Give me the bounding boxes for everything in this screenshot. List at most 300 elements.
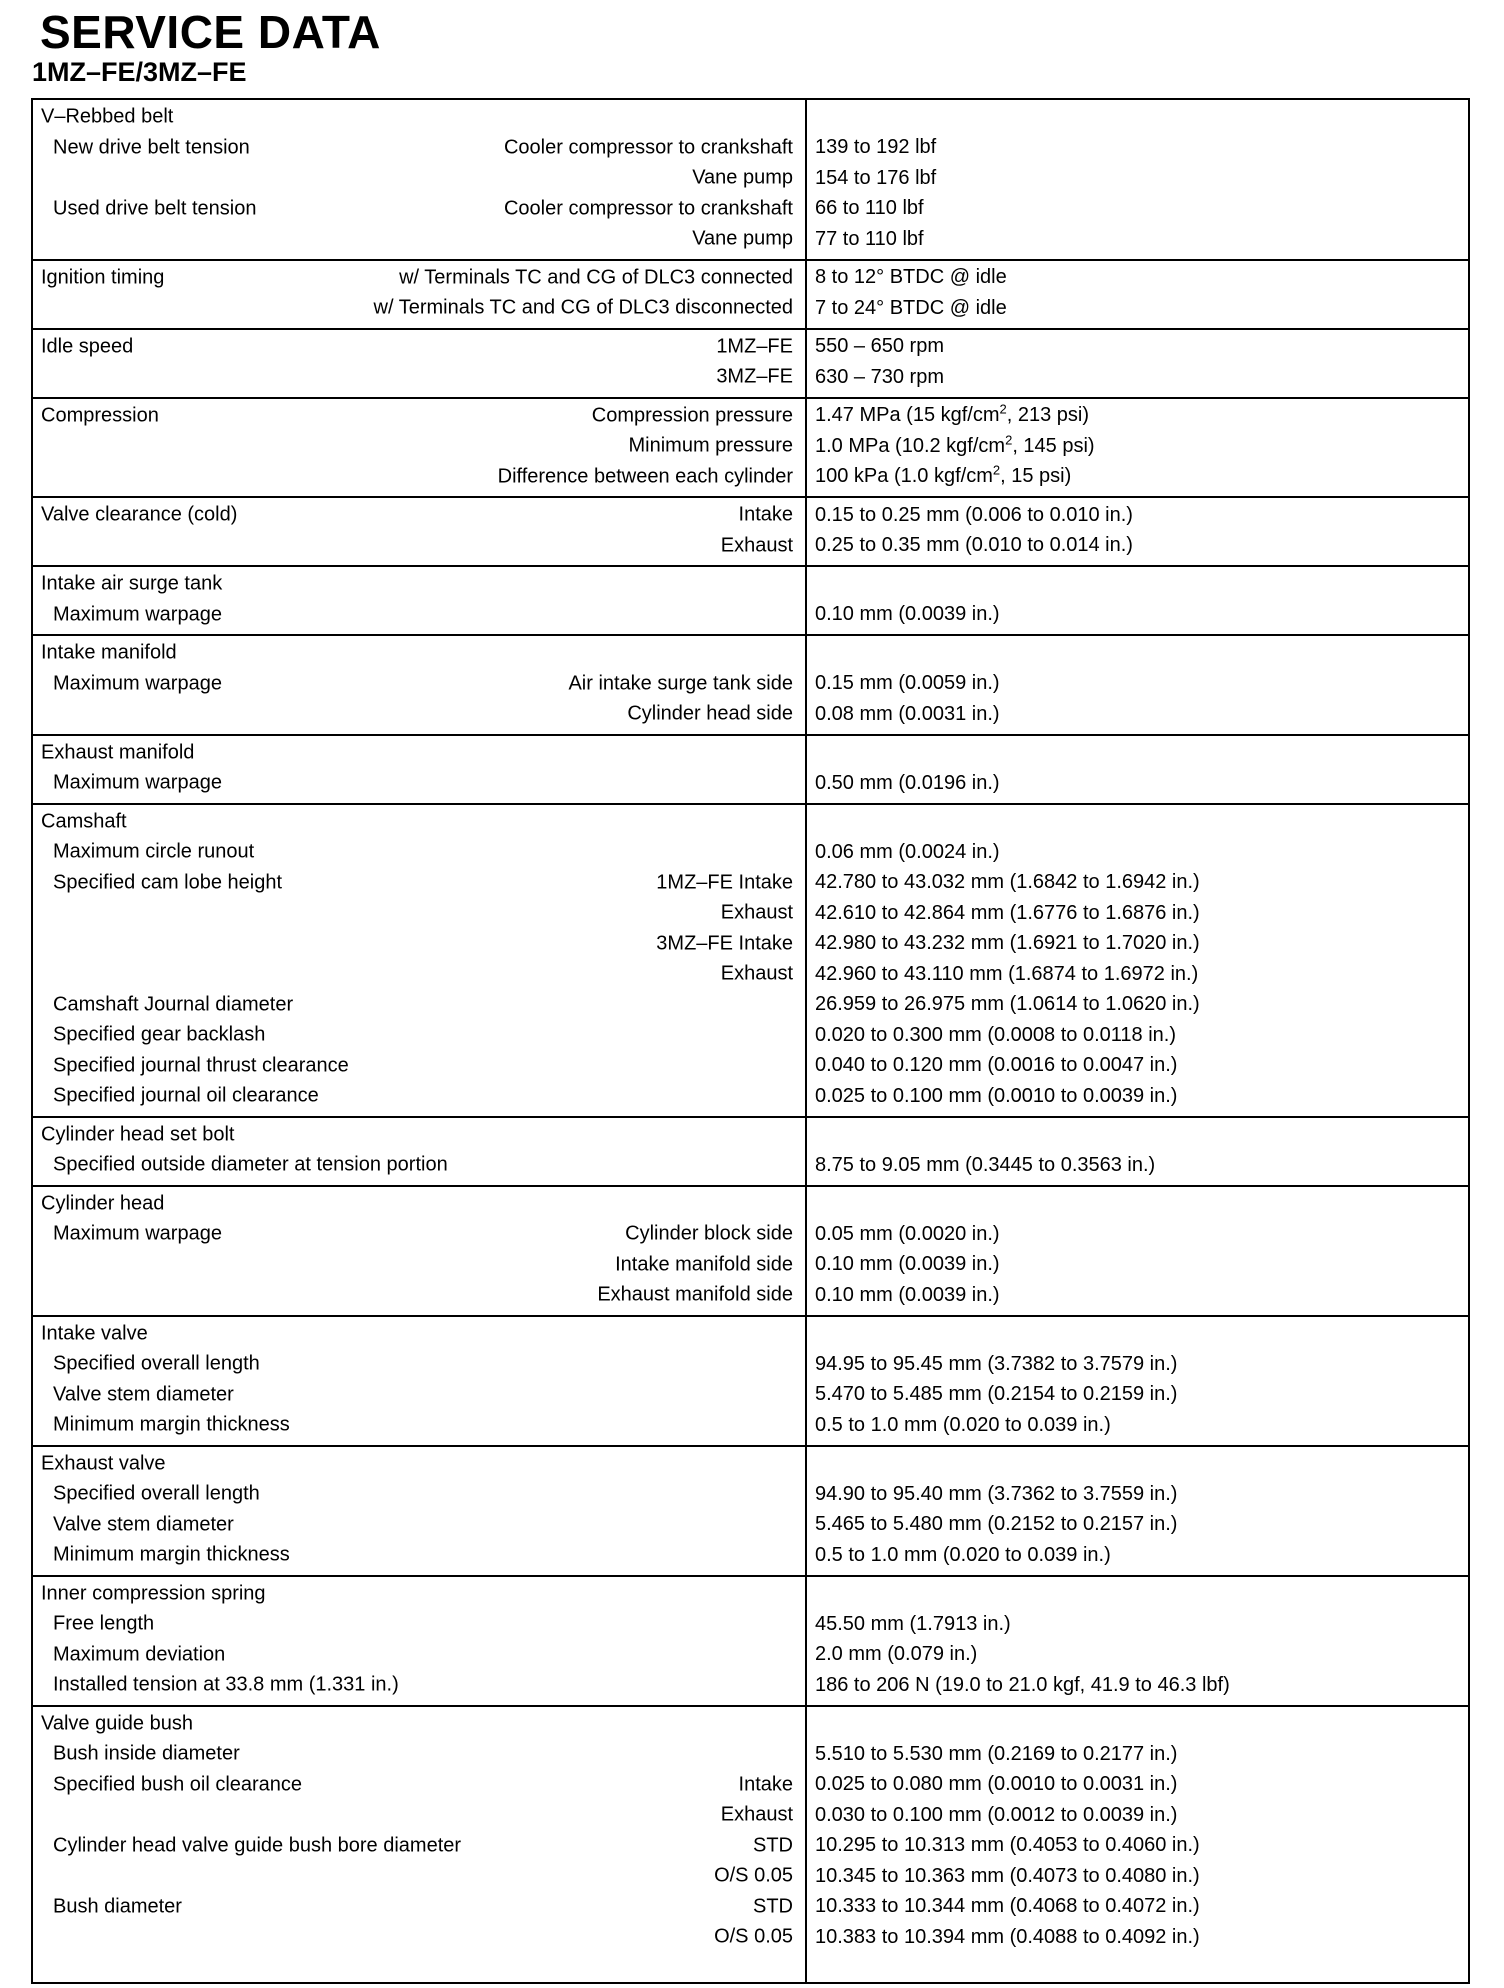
spec-condition: 3MZ–FE Intake — [656, 932, 793, 955]
spec-item-cell — [33, 1892, 805, 1923]
column-divider — [805, 100, 807, 1982]
spec-item-cell — [33, 1349, 805, 1380]
spec-item-cell — [33, 738, 805, 769]
table-row — [33, 1709, 1468, 1740]
spec-value — [805, 703, 1468, 726]
table-row — [33, 102, 1468, 133]
spec-condition: STD — [753, 1895, 793, 1918]
spec-group-label: Exhaust manifold — [41, 741, 195, 764]
table-row — [33, 1479, 1468, 1510]
spec-value-text: 5.465 to 5.480 mm (0.2152 to 0.2157 in.) — [815, 1513, 1178, 1536]
spec-item-cell — [33, 1150, 805, 1181]
spec-value — [805, 1544, 1468, 1567]
spec-condition: O/S 0.05 — [714, 1864, 793, 1887]
spec-value-text: 45.50 mm (1.7913 in.) — [815, 1612, 1011, 1635]
spec-item-cell — [33, 163, 805, 194]
spec-item-cell — [33, 362, 805, 393]
spec-item-cell — [33, 1479, 805, 1510]
spec-sub-label: Specified outside diameter at tension portion — [53, 1153, 448, 1176]
table-row — [33, 362, 1468, 393]
table-row — [33, 500, 1468, 531]
spec-group-label: Cylinder head — [41, 1192, 165, 1215]
spec-condition: Cooler compressor to crankshaft — [503, 136, 793, 159]
spec-condition: Intake — [738, 1773, 793, 1796]
spec-value — [805, 1513, 1468, 1536]
spec-item-cell — [33, 401, 805, 432]
spec-group-label: Valve clearance (cold) — [41, 503, 238, 526]
spec-condition: Difference between each cylinder — [497, 465, 793, 488]
spec-value — [805, 297, 1468, 320]
table-row — [33, 263, 1468, 294]
table-row — [33, 1349, 1468, 1380]
spec-value — [805, 1773, 1468, 1796]
spec-item-cell — [33, 1510, 805, 1541]
page-title: SERVICE DATA — [40, 6, 381, 58]
spec-item-cell — [33, 1540, 805, 1571]
table-row — [33, 699, 1468, 730]
spec-item-cell — [33, 669, 805, 700]
spec-condition: Exhaust — [720, 534, 793, 557]
spec-item-cell — [33, 768, 805, 799]
spec-sub-label: Specified journal thrust clearance — [53, 1054, 349, 1077]
spec-value-text: 154 to 176 lbf — [815, 166, 937, 189]
spec-value-text: 10.345 to 10.363 mm (0.4073 to 0.4080 in.) — [815, 1864, 1200, 1887]
spec-item-cell — [33, 1280, 805, 1311]
spec-group-label: Ignition timing — [41, 266, 165, 289]
spec-sub-label: Maximum warpage — [53, 672, 222, 695]
spec-condition: Exhaust manifold side — [597, 1283, 793, 1306]
superscript: 2 — [999, 401, 1007, 417]
spec-sub-label: Specified cam lobe height — [53, 871, 283, 894]
spec-value — [805, 432, 1468, 458]
spec-condition: Intake manifold side — [615, 1253, 793, 1276]
spec-group-label: Compression — [41, 404, 159, 427]
spec-value — [805, 366, 1468, 389]
spec-group-label: Cylinder head set bolt — [41, 1123, 235, 1146]
spec-value-text: 1.47 MPa (15 kgf/cm — [815, 404, 1000, 427]
spec-value-text: 2.0 mm (0.079 in.) — [815, 1643, 978, 1666]
spec-section — [33, 803, 1468, 1116]
spec-sub-label: Installed tension at 33.8 mm (1.331 in.) — [53, 1673, 399, 1696]
spec-value-text: 0.025 to 0.100 mm (0.0010 to 0.0039 in.) — [815, 1084, 1178, 1107]
table-row — [33, 1219, 1468, 1250]
table-row — [33, 163, 1468, 194]
spec-value-text: 630 – 730 rpm — [815, 365, 944, 388]
spec-value-text: 0.020 to 0.300 mm (0.0008 to 0.0118 in.) — [815, 1023, 1176, 1046]
spec-condition: Exhaust — [720, 901, 793, 924]
spec-section — [33, 259, 1468, 328]
spec-item-cell — [33, 807, 805, 838]
table-row — [33, 638, 1468, 669]
table-row — [33, 1540, 1468, 1571]
spec-item-cell — [33, 263, 805, 294]
spec-value — [805, 993, 1468, 1016]
spec-item-cell — [33, 1670, 805, 1701]
spec-value — [805, 136, 1468, 159]
spec-value-text: 0.15 mm (0.0059 in.) — [815, 672, 1000, 695]
table-row — [33, 959, 1468, 990]
table-row — [33, 929, 1468, 960]
table-row — [33, 1892, 1468, 1923]
spec-value-text: 0.10 mm (0.0039 in.) — [815, 603, 1000, 626]
table-row — [33, 1922, 1468, 1953]
table-row — [33, 1670, 1468, 1701]
table-row — [33, 224, 1468, 255]
spec-item-cell — [33, 569, 805, 600]
spec-value-text: 100 kPa (1.0 kgf/cm — [815, 465, 993, 488]
spec-item-cell — [33, 990, 805, 1021]
spec-value — [805, 672, 1468, 695]
table-row — [33, 738, 1468, 769]
spec-condition: Vane pump — [692, 227, 793, 250]
spec-value — [805, 1024, 1468, 1047]
spec-group-label: Intake valve — [41, 1322, 148, 1345]
table-row — [33, 401, 1468, 432]
spec-item-cell — [33, 1770, 805, 1801]
spec-value-text: 0.5 to 1.0 mm (0.020 to 0.039 in.) — [815, 1413, 1111, 1436]
spec-condition: Cylinder head side — [627, 702, 793, 725]
spec-value — [805, 1154, 1468, 1177]
spec-condition: Cylinder block side — [625, 1222, 793, 1245]
spec-item-cell — [33, 431, 805, 462]
spec-item-cell — [33, 1800, 805, 1831]
spec-value-text: 42.780 to 43.032 mm (1.6842 to 1.6942 in.) — [815, 871, 1200, 894]
table-row — [33, 1319, 1468, 1350]
spec-value — [805, 1414, 1468, 1437]
spec-value — [805, 401, 1468, 427]
spec-value-text: 0.25 to 0.35 mm (0.010 to 0.014 in.) — [815, 534, 1133, 557]
spec-value-text: 139 to 192 lbf — [815, 136, 937, 159]
table-row — [33, 531, 1468, 562]
spec-value-suffix: , 15 psi) — [1000, 465, 1072, 488]
spec-value — [805, 1895, 1468, 1918]
spec-value — [805, 197, 1468, 220]
spec-value-text: 0.040 to 0.120 mm (0.0016 to 0.0047 in.) — [815, 1054, 1178, 1077]
spec-item-cell — [33, 102, 805, 133]
spec-item-cell — [33, 1081, 805, 1112]
table-row — [33, 1380, 1468, 1411]
spec-value-text: 10.383 to 10.394 mm (0.4088 to 0.4092 in.) — [815, 1925, 1200, 1948]
spec-value — [805, 1284, 1468, 1307]
spec-item-cell — [33, 1922, 805, 1953]
spec-group-label: Idle speed — [41, 335, 134, 358]
spec-value-suffix: , 145 psi) — [1012, 434, 1095, 457]
spec-group-label: Inner compression spring — [41, 1582, 266, 1605]
table-row — [33, 1120, 1468, 1151]
spec-condition: O/S 0.05 — [714, 1925, 793, 1948]
spec-value — [805, 1743, 1468, 1766]
spec-group-label: Intake air surge tank — [41, 572, 223, 595]
spec-sub-label: Specified journal oil clearance — [53, 1084, 319, 1107]
spec-section — [33, 1575, 1468, 1705]
spec-section — [33, 1315, 1468, 1445]
spec-value — [805, 1926, 1468, 1949]
spec-item-cell — [33, 1250, 805, 1281]
spec-value — [805, 1483, 1468, 1506]
spec-sub-label: Specified overall length — [53, 1352, 260, 1375]
spec-item-cell — [33, 1831, 805, 1862]
spec-condition: Cooler compressor to crankshaft — [503, 197, 793, 220]
table-row — [33, 1250, 1468, 1281]
spec-value-text: 0.05 mm (0.0020 in.) — [815, 1222, 1000, 1245]
spec-value — [805, 1085, 1468, 1108]
spec-sub-label: Minimum margin thickness — [53, 1543, 290, 1566]
spec-sub-label: New drive belt tension — [53, 136, 250, 159]
table-row — [33, 837, 1468, 868]
spec-section — [33, 100, 1468, 259]
spec-item-cell — [33, 1319, 805, 1350]
spec-value — [805, 504, 1468, 527]
spec-section — [33, 565, 1468, 634]
service-data-table — [31, 98, 1470, 1984]
spec-group-label: Camshaft — [41, 810, 127, 833]
spec-value — [805, 1054, 1468, 1077]
spec-condition: 3MZ–FE — [716, 365, 793, 388]
spec-condition: Air intake surge tank side — [568, 672, 793, 695]
spec-value-text: 5.470 to 5.485 mm (0.2154 to 0.2159 in.) — [815, 1383, 1178, 1406]
table-row — [33, 1410, 1468, 1441]
spec-sub-label: Cylinder head valve guide bush bore diameter — [53, 1834, 462, 1857]
spec-item-cell — [33, 194, 805, 225]
table-row — [33, 1280, 1468, 1311]
spec-section — [33, 1116, 1468, 1185]
spec-group-label: Intake manifold — [41, 641, 177, 664]
spec-sub-label: Valve stem diameter — [53, 1383, 234, 1406]
spec-value — [805, 1834, 1468, 1857]
spec-value-text: 0.10 mm (0.0039 in.) — [815, 1253, 1000, 1276]
table-row — [33, 868, 1468, 899]
spec-value-suffix: , 213 psi) — [1006, 404, 1090, 427]
spec-item-cell — [33, 1189, 805, 1220]
spec-value — [805, 1253, 1468, 1276]
spec-item-cell — [33, 638, 805, 669]
spec-item-cell — [33, 500, 805, 531]
table-row — [33, 807, 1468, 838]
spec-value-text: 42.610 to 42.864 mm (1.6776 to 1.6876 in.) — [815, 901, 1200, 924]
spec-item-cell — [33, 1410, 805, 1441]
table-row — [33, 1510, 1468, 1541]
spec-value-text: 0.08 mm (0.0031 in.) — [815, 702, 1000, 725]
spec-sub-label: Minimum margin thickness — [53, 1413, 290, 1436]
spec-section — [33, 1705, 1468, 1957]
table-row — [33, 133, 1468, 164]
spec-condition: Minimum pressure — [628, 434, 793, 457]
spec-item-cell — [33, 699, 805, 730]
spec-item-cell — [33, 1609, 805, 1640]
spec-value — [805, 772, 1468, 795]
table-row — [33, 1739, 1468, 1770]
spec-sub-label: Camshaft Journal diameter — [53, 993, 294, 1016]
spec-item-cell — [33, 531, 805, 562]
page-subtitle: 1MZ–FE/3MZ–FE — [32, 57, 247, 87]
table-row — [33, 194, 1468, 225]
spec-sub-label: Maximum deviation — [53, 1643, 226, 1666]
table-row — [33, 1579, 1468, 1610]
spec-value-text: 42.960 to 43.110 mm (1.6874 to 1.6972 in.) — [815, 962, 1199, 985]
spec-sub-label: Specified bush oil clearance — [53, 1773, 303, 1796]
spec-sub-label: Maximum warpage — [53, 1222, 222, 1245]
spec-value — [805, 841, 1468, 864]
table-row — [33, 293, 1468, 324]
spec-value-text: 94.95 to 95.45 mm (3.7382 to 3.7579 in.) — [815, 1352, 1178, 1375]
spec-sub-label: Maximum warpage — [53, 603, 222, 626]
table-row — [33, 669, 1468, 700]
table-row — [33, 1449, 1468, 1480]
spec-value-text: 66 to 110 lbf — [815, 197, 924, 220]
spec-condition: Compression pressure — [591, 404, 793, 427]
spec-value — [805, 871, 1468, 894]
table-row — [33, 431, 1468, 462]
spec-value — [805, 1804, 1468, 1827]
spec-value — [805, 266, 1468, 289]
spec-value-text: 0.50 mm (0.0196 in.) — [815, 771, 1000, 794]
spec-item-cell — [33, 293, 805, 324]
spec-condition: Exhaust — [720, 962, 793, 985]
spec-value-text: 5.510 to 5.530 mm (0.2169 to 0.2177 in.) — [815, 1742, 1178, 1765]
spec-item-cell — [33, 1051, 805, 1082]
spec-value — [805, 1613, 1468, 1636]
spec-value-text: 0.06 mm (0.0024 in.) — [815, 840, 1000, 863]
spec-condition: Vane pump — [692, 166, 793, 189]
spec-value-text: 0.10 mm (0.0039 in.) — [815, 1283, 1000, 1306]
spec-section — [33, 496, 1468, 565]
table-row — [33, 1640, 1468, 1671]
spec-item-cell — [33, 1380, 805, 1411]
spec-value-text: 1.0 MPa (10.2 kgf/cm — [815, 434, 1006, 457]
spec-item-cell — [33, 1861, 805, 1892]
spec-item-cell — [33, 1120, 805, 1151]
spec-item-cell — [33, 929, 805, 960]
spec-value — [805, 534, 1468, 557]
spec-condition: Exhaust — [720, 1803, 793, 1826]
spec-group-label: V–Rebbed belt — [41, 105, 174, 128]
spec-item-cell — [33, 1579, 805, 1610]
spec-item-cell — [33, 1709, 805, 1740]
table-row — [33, 569, 1468, 600]
spec-section — [33, 734, 1468, 803]
spec-value-text: 10.295 to 10.313 mm (0.4053 to 0.4060 in.) — [815, 1834, 1200, 1857]
table-row — [33, 1150, 1468, 1181]
spec-condition: w/ Terminals TC and CG of DLC3 connected — [399, 266, 793, 289]
spec-section — [33, 1445, 1468, 1575]
spec-value — [805, 335, 1468, 358]
spec-sub-label: Maximum warpage — [53, 771, 222, 794]
spec-value-text: 7 to 24° BTDC @ idle — [815, 296, 1007, 319]
spec-value-text: 42.980 to 43.232 mm (1.6921 to 1.7020 in.) — [815, 932, 1200, 955]
table-row — [33, 1189, 1468, 1220]
spec-value-text: 0.025 to 0.080 mm (0.0010 to 0.0031 in.) — [815, 1773, 1178, 1796]
spec-sub-label: Free length — [53, 1612, 155, 1635]
spec-value — [805, 228, 1468, 251]
spec-item-cell — [33, 600, 805, 631]
spec-value — [805, 932, 1468, 955]
spec-sub-label: Valve stem diameter — [53, 1513, 234, 1536]
spec-section — [33, 328, 1468, 397]
spec-group-label: Exhaust valve — [41, 1452, 166, 1475]
spec-value — [805, 1353, 1468, 1376]
spec-value — [805, 1383, 1468, 1406]
spec-value-text: 8 to 12° BTDC @ idle — [815, 266, 1007, 289]
spec-item-cell — [33, 837, 805, 868]
spec-value-text: 0.030 to 0.100 mm (0.0012 to 0.0039 in.) — [815, 1803, 1178, 1826]
spec-item-cell — [33, 1020, 805, 1051]
spec-value-text: 550 – 650 rpm — [815, 335, 944, 358]
table-row — [33, 332, 1468, 363]
table-row — [33, 768, 1468, 799]
table-row — [33, 898, 1468, 929]
spec-condition: Intake — [738, 503, 793, 526]
table-body — [33, 100, 1468, 1957]
table-row — [33, 1051, 1468, 1082]
spec-sub-label: Specified overall length — [53, 1482, 260, 1505]
spec-item-cell — [33, 1449, 805, 1480]
spec-item-cell — [33, 332, 805, 363]
spec-condition: STD — [753, 1834, 793, 1857]
spec-condition: 1MZ–FE Intake — [656, 871, 793, 894]
spec-item-cell — [33, 224, 805, 255]
spec-value — [805, 1643, 1468, 1666]
spec-value — [805, 462, 1468, 488]
spec-value — [805, 902, 1468, 925]
spec-value — [805, 1674, 1468, 1697]
table-row — [33, 1020, 1468, 1051]
spec-value — [805, 963, 1468, 986]
spec-sub-label: Used drive belt tension — [53, 197, 257, 220]
spec-item-cell — [33, 959, 805, 990]
spec-item-cell — [33, 1739, 805, 1770]
spec-value — [805, 167, 1468, 190]
table-row — [33, 1800, 1468, 1831]
table-row — [33, 1770, 1468, 1801]
spec-value-text: 8.75 to 9.05 mm (0.3445 to 0.3563 in.) — [815, 1153, 1156, 1176]
table-row — [33, 990, 1468, 1021]
superscript: 2 — [1005, 432, 1013, 448]
spec-group-label: Valve guide bush — [41, 1712, 193, 1735]
table-row — [33, 1861, 1468, 1892]
spec-sub-label: Specified gear backlash — [53, 1023, 266, 1046]
spec-value — [805, 1223, 1468, 1246]
table-row — [33, 600, 1468, 631]
spec-value-text: 0.5 to 1.0 mm (0.020 to 0.039 in.) — [815, 1543, 1111, 1566]
spec-section — [33, 634, 1468, 734]
spec-sub-label: Bush inside diameter — [53, 1742, 240, 1765]
table-row — [33, 1081, 1468, 1112]
spec-value-text: 10.333 to 10.344 mm (0.4068 to 0.4072 in.) — [815, 1895, 1200, 1918]
table-row — [33, 1831, 1468, 1862]
spec-section — [33, 397, 1468, 497]
spec-item-cell — [33, 898, 805, 929]
spec-value-text: 186 to 206 N (19.0 to 21.0 kgf, 41.9 to 46.3 lbf) — [815, 1673, 1230, 1696]
spec-item-cell — [33, 1640, 805, 1671]
table-row — [33, 462, 1468, 493]
spec-item-cell — [33, 1219, 805, 1250]
spec-sub-label: Bush diameter — [53, 1895, 182, 1918]
spec-value-text: 26.959 to 26.975 mm (1.0614 to 1.0620 in.) — [815, 993, 1200, 1016]
spec-item-cell — [33, 868, 805, 899]
spec-condition: w/ Terminals TC and CG of DLC3 disconnected — [373, 296, 793, 319]
spec-section — [33, 1185, 1468, 1315]
table-row — [33, 1609, 1468, 1640]
spec-value-text: 77 to 110 lbf — [815, 227, 924, 250]
spec-item-cell — [33, 462, 805, 493]
superscript: 2 — [992, 462, 1001, 478]
spec-condition: 1MZ–FE — [716, 335, 793, 358]
spec-value-text: 0.15 to 0.25 mm (0.006 to 0.010 in.) — [815, 503, 1133, 526]
spec-sub-label: Maximum circle runout — [53, 840, 255, 863]
spec-value — [805, 603, 1468, 626]
spec-value — [805, 1865, 1468, 1888]
spec-item-cell — [33, 133, 805, 164]
